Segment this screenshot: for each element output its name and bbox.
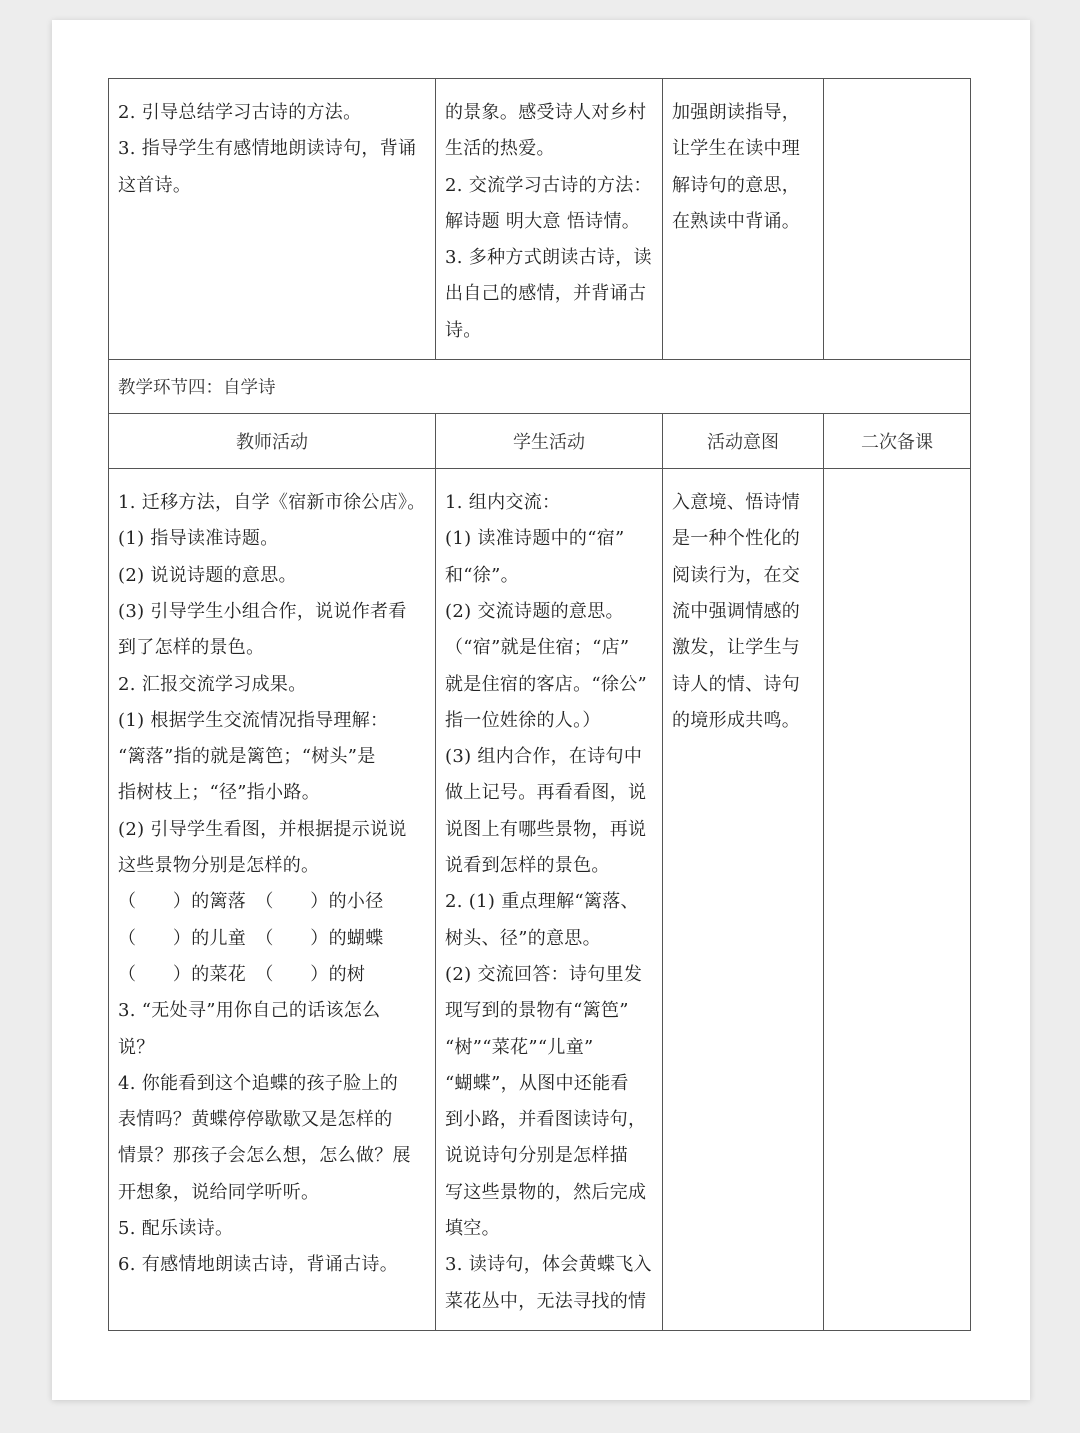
header-activity-intent: 活动意图 [663, 414, 824, 469]
student-activity-line: 填空。 [445, 1218, 500, 1240]
teacher-activity-line: (1) 指导读准诗题。 [118, 528, 279, 550]
student-activity-line: 写这些景物的，然后完成 [445, 1181, 647, 1203]
teacher-activity-line: 3. “无处寻”用你自己的话该怎么 [118, 1000, 381, 1022]
teacher-activity-line: （ ）的篱落 （ ）的小径 [118, 891, 384, 913]
section-title-cell [109, 360, 971, 414]
teacher-activity-line: 5. 配乐读诗。 [118, 1218, 234, 1240]
student-activity-line: 3. 多种方式朗读古诗，读 [445, 247, 652, 269]
teacher-activity-line: 指树枝上；“径”指小路。 [118, 782, 321, 804]
activity-intent-cell [663, 79, 824, 360]
teacher-activity-line: 1. 迁移方法，自学《宿新市徐公店》。 [118, 492, 426, 514]
teacher-activity-line: （ ）的儿童 （ ）的蝴蝶 [118, 927, 384, 949]
student-activity-line: 解诗题 明大意 悟诗情。 [445, 210, 641, 232]
section-row [109, 360, 971, 414]
activity-intent-line: 加强朗读指导， [672, 102, 801, 123]
teacher-activity-line: 2. 引导总结学习古诗的方法。 [118, 102, 362, 123]
student-activity-line: （“宿”就是住宿；“店” [445, 637, 630, 659]
activity-intent-line: 激发，让学生与 [672, 637, 801, 659]
student-activity-line: 菜花丛中，无法寻找的情 [445, 1290, 647, 1312]
activity-intent-line: 入意境、悟诗情 [672, 492, 801, 514]
student-activity-line: 指一位姓徐的人。） [445, 709, 601, 731]
activity-intent-line: 解诗句的意思， [672, 174, 801, 196]
student-activity-line: “树”“菜花”“儿童” [445, 1036, 594, 1058]
teacher-activity-line: （ ）的菜花 （ ）的树 [118, 963, 366, 985]
header-student-activity: 学生活动 [436, 414, 663, 469]
student-activity-line: 诗。 [445, 319, 482, 341]
student-activity-line: 说图上有哪些景物，再说 [445, 818, 647, 840]
teacher-activity-line: “篱落”指的就是篱笆；“树头”是 [118, 746, 376, 768]
header-second-prep: 二次备课 [824, 414, 971, 469]
lesson-plan-table [108, 78, 971, 1331]
student-activity-line: (2) 交流诗题的意思。 [445, 600, 624, 622]
student-activity-line: 到小路，并看图读诗句， [445, 1109, 647, 1131]
header-row [109, 414, 971, 469]
student-activity-line: “蝴蝶”，从图中还能看 [445, 1072, 629, 1094]
teacher-activity-line: 表情吗？黄蝶停停歇歇又是怎样的 [118, 1109, 393, 1131]
activity-intent-line: 在熟读中背诵。 [672, 210, 801, 232]
teacher-activity-line: (2) 说说诗题的意思。 [118, 564, 297, 586]
table-row [109, 79, 971, 360]
teacher-activity-cell [109, 79, 436, 360]
student-activity-line: 生活的热爱。 [445, 138, 555, 160]
teacher-activity-line: 3. 指导学生有感情地朗读诗句，背诵 [118, 138, 417, 160]
student-activity-line: (3) 组内合作，在诗句中 [445, 746, 643, 768]
activity-intent-line: 是一种个性化的 [672, 528, 801, 550]
teacher-activity-line: 4. 你能看到这个追蝶的孩子脸上的 [118, 1072, 398, 1094]
activity-intent-cell [663, 469, 824, 1331]
activity-intent-line: 诗人的情、诗句 [672, 673, 801, 695]
student-activity-line: 现写到的景物有“篱笆” [445, 1000, 629, 1022]
section-title: 教学环节四：自学诗 [118, 378, 276, 399]
activity-intent-line: 的境形成共鸣。 [672, 709, 801, 731]
teacher-activity-line: 到了怎样的景色。 [118, 637, 265, 659]
student-activity-line: 3. 读诗句，体会黄蝶飞入 [445, 1254, 652, 1276]
table-row [109, 469, 971, 1331]
teacher-activity-line: 2. 汇报交流学习成果。 [118, 673, 307, 695]
teacher-activity-cell [109, 469, 436, 1331]
activity-intent-line: 流中强调情感的 [672, 600, 801, 622]
teacher-activity-line: (2) 引导学生看图，并根据提示说说 [118, 818, 407, 840]
teacher-activity-line: 说？ [118, 1036, 155, 1058]
teacher-activity-line: 6. 有感情地朗读古诗，背诵古诗。 [118, 1254, 398, 1276]
second-prep-cell [824, 469, 971, 1331]
student-activity-line: (1) 读准诗题中的“宿” [445, 528, 625, 550]
student-activity-line: 2. (1) 重点理解“篱落、 [445, 891, 639, 913]
teacher-activity-line: (3) 引导学生小组合作，说说作者看 [118, 600, 407, 622]
student-activity-line: 就是住宿的客店。“徐公” [445, 673, 648, 695]
student-activity-line: 树头、径”的意思。 [445, 927, 601, 949]
teacher-activity-line: 情景？那孩子会怎么想，怎么做？展 [118, 1145, 411, 1167]
student-activity-line: 和“徐”。 [445, 564, 519, 586]
student-activity-line: 做上记号。再看看图，说 [445, 782, 647, 804]
teacher-activity-line: 这些景物分别是怎样的。 [118, 855, 320, 877]
document-page [52, 20, 1030, 1400]
student-activity-cell [436, 79, 663, 360]
student-activity-line: 的景象。感受诗人对乡村 [445, 102, 647, 123]
teacher-activity-line: 开想象，说给同学听听。 [118, 1181, 320, 1203]
second-prep-cell [824, 79, 971, 360]
student-activity-line: 出自己的感情，并背诵古 [445, 283, 647, 305]
student-activity-line: 说看到怎样的景色。 [445, 855, 610, 877]
header-teacher-activity: 教师活动 [109, 414, 436, 469]
activity-intent-line: 阅读行为，在交 [672, 564, 801, 586]
student-activity-line: 2. 交流学习古诗的方法： [445, 174, 652, 196]
teacher-activity-line: 这首诗。 [118, 174, 192, 196]
student-activity-line: (2) 交流回答：诗句里发 [445, 963, 643, 985]
activity-intent-line: 让学生在读中理 [672, 138, 801, 160]
student-activity-line: 说说诗句分别是怎样描 [445, 1145, 628, 1167]
teacher-activity-line: (1) 根据学生交流情况指导理解： [118, 709, 389, 731]
student-activity-line: 1. 组内交流： [445, 492, 561, 514]
student-activity-cell [436, 469, 663, 1331]
